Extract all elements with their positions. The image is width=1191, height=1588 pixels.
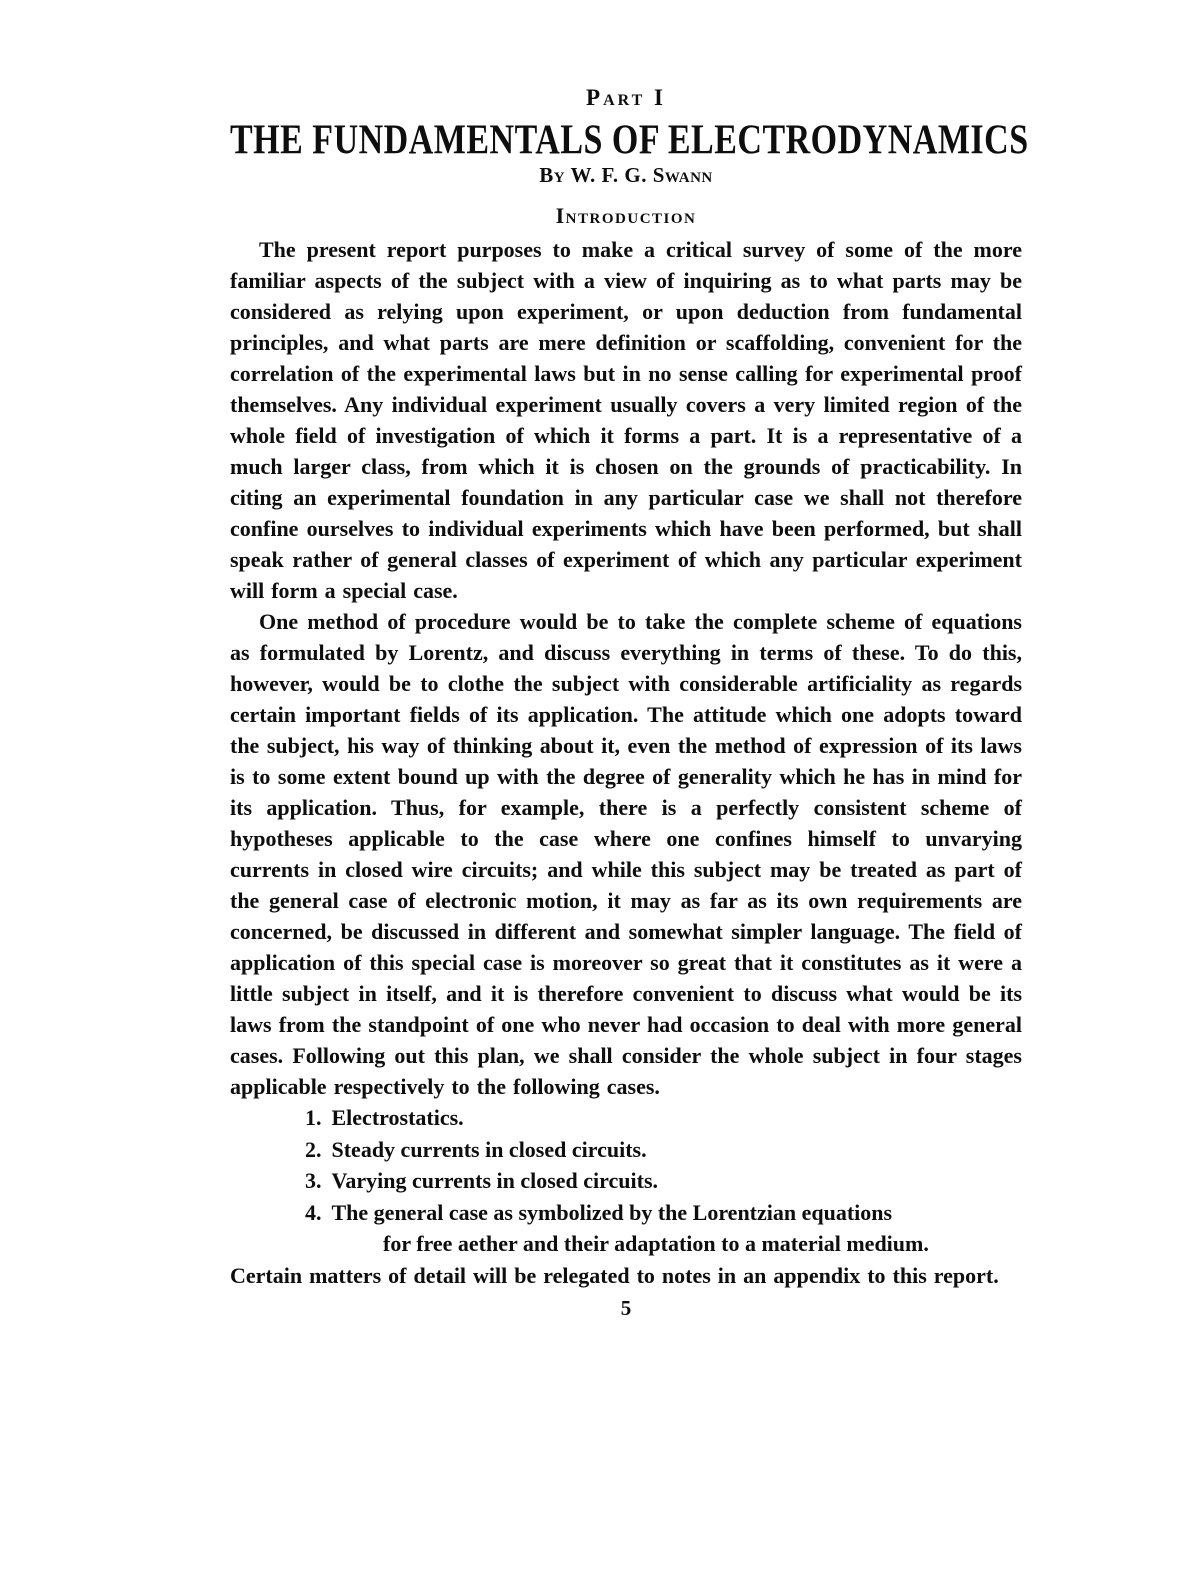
list-item-number: 2. xyxy=(305,1136,322,1162)
part-label: Part I xyxy=(586,85,666,110)
closing-paragraph: Certain matters of detail will be relegated to notes in an appendix to this report. xyxy=(230,1262,999,1288)
byline: By W. F. G. Swann xyxy=(539,163,713,187)
list-item-number: 4. xyxy=(305,1199,322,1225)
cases-list xyxy=(230,1102,1022,1260)
list-item-number: 3. xyxy=(305,1168,322,1193)
list-item-text: Varying currents in closed circuits. xyxy=(331,1168,659,1193)
section-heading: Introduction xyxy=(555,203,697,228)
list-item xyxy=(230,1197,1022,1229)
page-number: 5 xyxy=(620,1295,632,1320)
list-item-continuation: for free aether and their adaptation to a material medium. xyxy=(383,1231,929,1256)
list-item-text: Electrostatics. xyxy=(331,1105,464,1130)
list-item xyxy=(230,1165,1022,1197)
paragraph-intro-2: One method of procedure would be to take the complete scheme of equations as formulated by Lorentz, and discuss everything in terms of these. To do this, however, would be to clothe the subject with considerable artificiality as regards certain important fields of its application. The attitude which one adopts toward the subject, his way of thinking about it, even the method of expression of its laws is to some extent bound up with the degree of generality which he has in mind for its application. Thus, for example, there is a perfectly consistent scheme of hypotheses applicable to the case where one confines himself to unvarying currents in closed wire circuits; and while this subject may be treated as part of the general case of electronic motion, it may as far as its own requirements are concerned, be discussed in different and somewhat simpler language. The field of application of this special case is moreover so great that it constitutes as it were a little subject in itself, and it is therefore convenient to discuss what would be its laws from the standpoint of one who never had occasion to deal with more general cases. Following out this plan, we shall consider the whole subject in four stages applicable respectively to the following cases. xyxy=(230,609,1022,1099)
list-item xyxy=(230,1102,1022,1134)
list-item-text: The general case as symbolized by the Lorentzian equations xyxy=(331,1199,893,1225)
page-title: THE FUNDAMENTALS OF ELECTRODYNAMICS xyxy=(230,117,1029,164)
list-item xyxy=(230,1134,1022,1166)
list-item-text: Steady currents in closed circuits. xyxy=(331,1136,647,1162)
list-item-number: 1. xyxy=(305,1105,322,1130)
paragraph-intro-1: The present report purposes to make a critical survey of some of the more familiar aspects of the subject with a view of inquiring as to what parts may be considered as relying upon experiment, or upon deduction from fundamental principles, and what parts are mere definition or scaffolding, convenient for the correlation of the experimental laws but in no sense calling for experimental proof themselves. Any individual experiment usually covers a very limited region of the whole field of investigation of which it forms a part. It is a representative of a much larger class, from which it is chosen on the grounds of practicability. In citing an experimental foundation in any particular case we shall not therefore confine ourselves to individual experiments which have been performed, but shall speak rather of general classes of experiment of which any particular experiment will form a special case. xyxy=(230,237,1022,603)
